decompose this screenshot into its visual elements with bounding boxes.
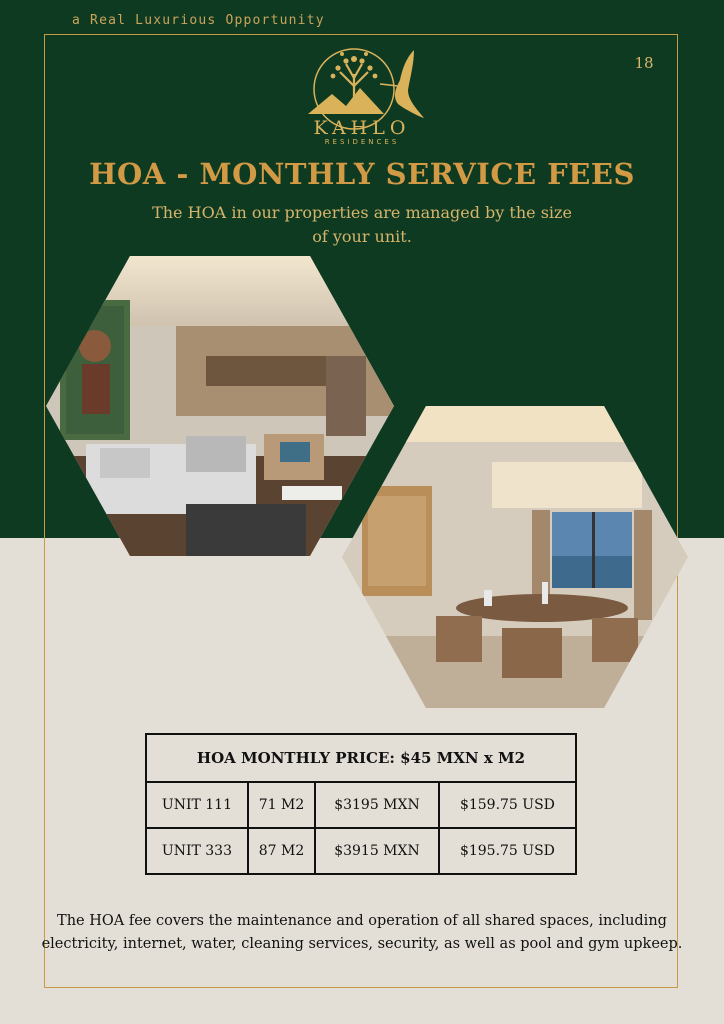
size-cell: 87 M2 [248,828,315,874]
tagline: a Real Luxurious Opportunity [72,13,325,28]
usd-price-cell: $159.75 USD [439,782,576,828]
unit-cell: UNIT 111 [146,782,248,828]
page-number: 18 [634,54,654,72]
unit-cell: UNIT 333 [146,828,248,874]
table-header-row [146,734,576,782]
hoa-price-table [145,733,577,875]
mxn-price-cell: $3195 MXN [315,782,439,828]
table-row [146,782,576,828]
dining-room-photo [342,406,688,708]
mxn-price-cell: $3915 MXN [315,828,439,874]
logo-subtitle: RESIDENCES [324,138,400,146]
table-header: HOA MONTHLY PRICE: $45 MXN x M2 [146,734,576,782]
page-title: HOA - MONTHLY SERVICE FEES [89,157,635,191]
table-row [146,828,576,874]
page-subtitle: The HOA in our properties are managed by the size of your unit. [152,203,572,246]
logo-wordmark: KAHLO [313,117,411,139]
usd-price-cell: $195.75 USD [439,828,576,874]
footer-note: The HOA fee covers the maintenance and operation of all shared spaces, including electricity, internet, water, cleaning services, security, as well as pool and gym upkeep. [41,913,683,952]
size-cell: 71 M2 [248,782,315,828]
